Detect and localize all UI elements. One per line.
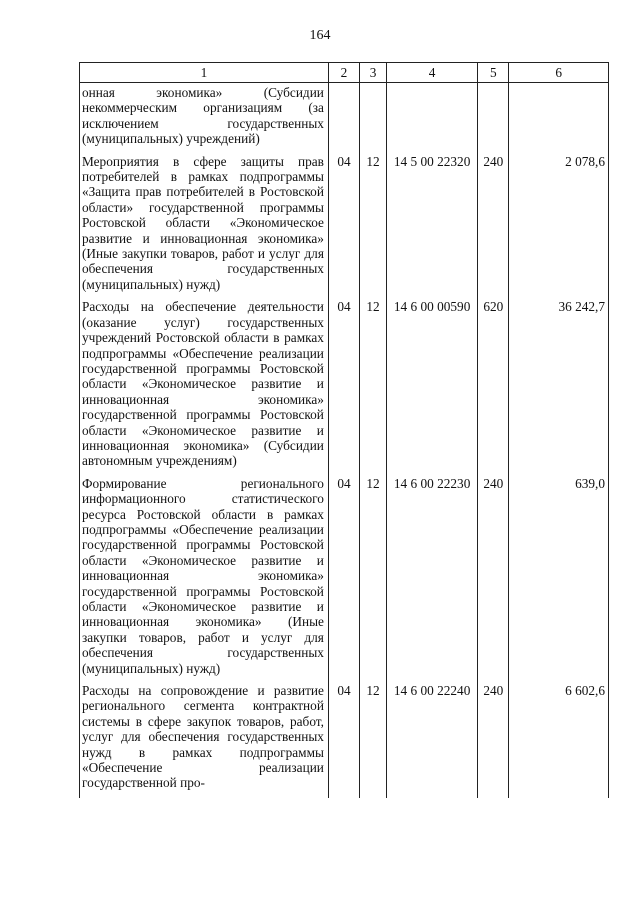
row-expense-type-code: 240 (478, 154, 509, 300)
column-header: 4 (387, 63, 478, 83)
row-section-code: 04 (328, 476, 359, 683)
table-row (80, 476, 609, 683)
row-amount: 639,0 (509, 476, 609, 683)
row-subsection-code: 12 (360, 299, 387, 475)
column-header: 6 (509, 63, 609, 83)
row-section-code: 04 (328, 683, 359, 798)
row-description: Формирование регионального информационного статистического ресурса Ростовской области в рамках подпрограммы «Обеспечение реализации государственной программы Ростовской области «Экономическое развитие и инновационная экономика» государственной программы Ростовской области «Экономическое развитие и инновационная экономика» (Иные закупки товаров, работ и услуг для обеспечения государственных (муниципальных) нужд) (80, 476, 329, 683)
column-header: 3 (360, 63, 387, 83)
column-header: 5 (478, 63, 509, 83)
row-subsection-code: 12 (360, 476, 387, 683)
row-description: Расходы на обеспечение деятельности (оказание услуг) государственных учреждений Ростовской области в рамках подпрограммы «Обеспечение реализации государственной программы Ростовской области «Экономическое развитие и инновационная экономика» государственной программы Ростовской области «Экономическое развитие и инновационная экономика» (Субсидии автономным учреждениям) (80, 299, 329, 475)
row-description: Расходы на сопровождение и развитие регионального сегмента контрактной системы в сфере закупок товаров, работ, услуг для обеспечения государственных нужд в рамках подпрограммы «Обеспечение реализации государственной про- (80, 683, 329, 798)
row-target-article-code: 14 6 00 00590 (387, 299, 478, 475)
row-section-code (328, 83, 359, 154)
row-section-code: 04 (328, 154, 359, 300)
column-header: 2 (328, 63, 359, 83)
row-expense-type-code: 240 (478, 683, 509, 798)
budget-table (79, 62, 609, 798)
table-row (80, 683, 609, 798)
table-row (80, 83, 609, 154)
row-amount: 2 078,6 (509, 154, 609, 300)
row-target-article-code: 14 6 00 22240 (387, 683, 478, 798)
row-subsection-code: 12 (360, 154, 387, 300)
row-section-code: 04 (328, 299, 359, 475)
row-target-article-code: 14 6 00 22230 (387, 476, 478, 683)
row-expense-type-code (478, 83, 509, 154)
row-amount (509, 83, 609, 154)
row-expense-type-code: 240 (478, 476, 509, 683)
row-description: онная экономика» (Субсидии некоммерческим организациям (за исключением государственных (муниципальных) учреждений) (80, 83, 329, 154)
column-header: 1 (80, 63, 329, 83)
row-target-article-code (387, 83, 478, 154)
row-subsection-code (360, 83, 387, 154)
table-row (80, 299, 609, 475)
row-amount: 36 242,7 (509, 299, 609, 475)
row-amount: 6 602,6 (509, 683, 609, 798)
row-subsection-code: 12 (360, 683, 387, 798)
page-number: 164 (309, 28, 331, 43)
row-target-article-code: 14 5 00 22320 (387, 154, 478, 300)
row-expense-type-code: 620 (478, 299, 509, 475)
table-row (80, 154, 609, 300)
row-description: Мероприятия в сфере защиты прав потребителей в рамках подпрограммы «Защита прав потребителей в Ростовской области» государственной программы Ростовской области «Экономическое развитие и инновационная экономика» (Иные закупки товаров, работ и услуг для обеспечения государственных (муниципальных) нужд) (80, 154, 329, 300)
header-row (80, 63, 609, 83)
